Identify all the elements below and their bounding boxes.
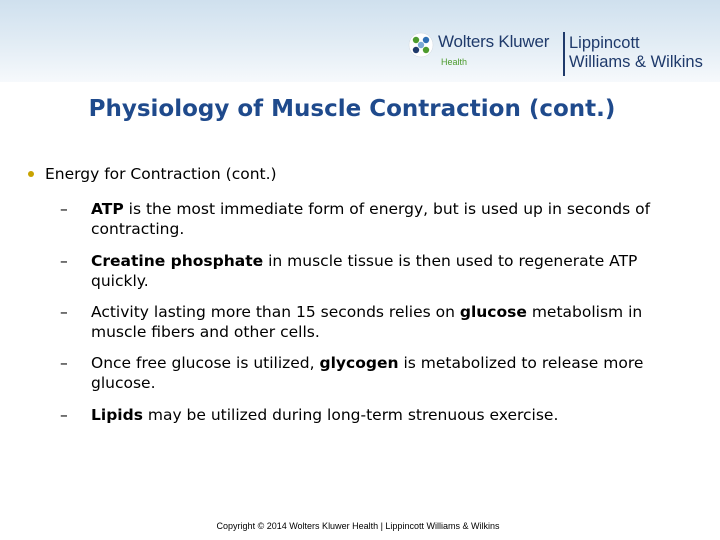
sub-bullet-text (91, 199, 671, 239)
copyright-footer: Copyright © 2014 Wolters Kluwer Health | Lippincott Williams & Wilkins (216, 521, 500, 531)
wolters-kluwer-logo-icon (408, 32, 434, 58)
sub-bullet-text (91, 251, 671, 291)
dash-icon: – (60, 406, 68, 424)
text-segment: metabolism in muscle fibers and other cells. (91, 303, 643, 341)
text-segment: in muscle tissue is then used to regenerate ATP quickly. (91, 252, 638, 290)
sub-bullet-text (91, 353, 671, 393)
sub-bullet-text (91, 405, 671, 425)
sub-bullet-text (91, 302, 671, 342)
dash-icon: – (60, 200, 68, 218)
logo-imprint-line1: Lippincott (569, 34, 640, 52)
publisher-logo (408, 30, 718, 78)
bold-term: glycogen (319, 354, 399, 372)
logo-company-name: Wolters Kluwer (438, 32, 550, 51)
bold-term: Creatine phosphate (91, 252, 264, 270)
text-segment: is the most immediate form of energy, but is used up in seconds of contracting. (91, 200, 651, 238)
logo-divider (563, 32, 565, 76)
bold-term: ATP (91, 200, 124, 218)
main-bullet-label: Energy for Contraction (cont.) (45, 165, 277, 183)
slide-title: Physiology of Muscle Contraction (cont.) (88, 96, 616, 122)
logo-imprint-line2: Williams & Wilkins (569, 53, 703, 71)
bold-term: glucose (459, 303, 527, 321)
dash-icon: – (60, 303, 68, 321)
text-segment: Activity lasting more than 15 seconds relies on (91, 303, 460, 321)
logo-division-name: Health (441, 57, 468, 67)
bullet-dot-icon (28, 171, 34, 177)
dash-icon: – (60, 252, 68, 270)
text-segment: Once free glucose is utilized, (91, 354, 320, 372)
dash-icon: – (60, 354, 68, 372)
logo-imprint (569, 34, 703, 72)
bold-term: Lipids (91, 406, 143, 424)
text-segment: is metabolized to release more glucose. (91, 354, 644, 392)
text-segment: may be utilized during long-term strenuous exercise. (142, 406, 559, 424)
